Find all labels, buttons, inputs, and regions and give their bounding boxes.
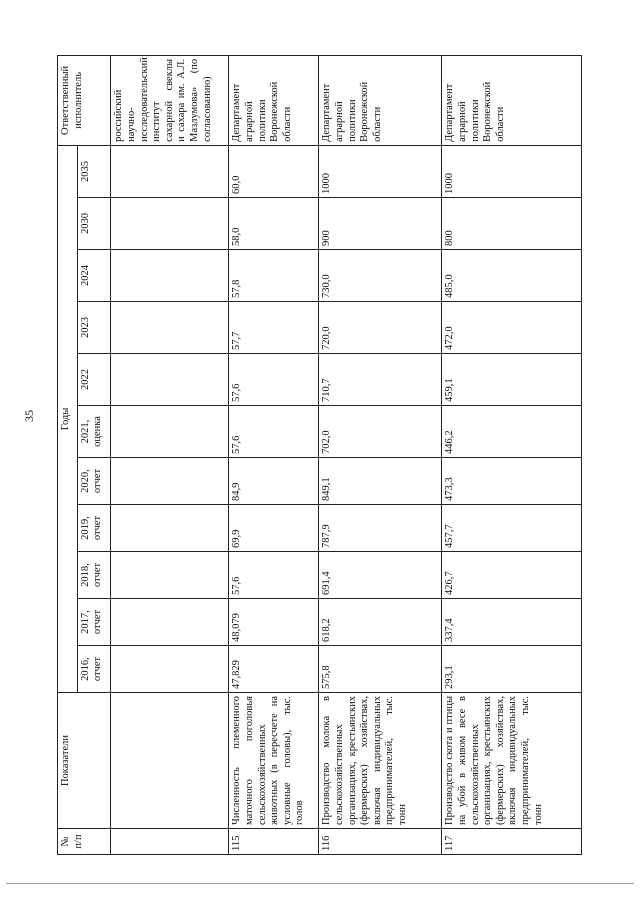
value-cell: 337,4: [442, 599, 582, 646]
indicators-table: [57, 55, 582, 855]
value-cell: 293,1: [442, 646, 582, 693]
value-cell: 459,1: [442, 354, 582, 406]
responsible-executor: Департамент аграрной политики Воронежской области: [442, 55, 582, 145]
rotated-table-container: [57, 55, 582, 855]
value-cell: 691,4: [319, 552, 442, 599]
value-cell: 720,0: [319, 302, 442, 354]
value-cell: 84,9: [229, 458, 319, 505]
responsible-executor: российский научно-исследовательский институт сахарной свеклы и сахара им. А.Л. Мазлумова» (по согласованию): [111, 55, 229, 145]
year-header: 2022: [77, 354, 111, 406]
table-row: [319, 55, 442, 854]
value-cell: 575,8: [319, 646, 442, 693]
page-bottom-divider: [6, 883, 634, 884]
value-cell: 47,829: [229, 646, 319, 693]
year-header: 2024: [77, 250, 111, 302]
value-cell: 57,7: [229, 302, 319, 354]
value-cell: 702,0: [319, 406, 442, 458]
value-cell: 485,0: [442, 250, 582, 302]
row-number: 117: [442, 829, 582, 855]
table-row-continuation: [111, 55, 229, 854]
value-cell: 446,2: [442, 406, 582, 458]
year-header: 2030: [77, 198, 111, 250]
value-cell: 57,6: [229, 354, 319, 406]
value-cell: 1000: [319, 145, 442, 197]
indicator-name: Производство молока в сельскохозяйственных организациях, крестьянских (фермерских) хозяйствах, включая индивидуальных предпринимателей, тыс. тонн: [319, 693, 442, 829]
value-cell: 57,6: [229, 552, 319, 599]
page-number: 35: [22, 410, 36, 422]
value-cell: 58,0: [229, 198, 319, 250]
value-cell: 426,7: [442, 552, 582, 599]
value-cell: 472,0: [442, 302, 582, 354]
year-header: 2021, оценка: [77, 406, 111, 458]
value-cell: 60,0: [229, 145, 319, 197]
year-header: 2023: [77, 302, 111, 354]
row-number: 116: [319, 829, 442, 855]
value-cell: 800: [442, 198, 582, 250]
year-header: 2018, отчет: [77, 552, 111, 599]
value-cell: 618,2: [319, 599, 442, 646]
value-cell: 710,7: [319, 354, 442, 406]
responsible-executor: Департамент аграрной политики Воронежской области: [229, 55, 319, 145]
num-col-header: № п/п: [58, 829, 111, 855]
value-cell: 69,9: [229, 505, 319, 552]
indicator-name: Численность племенного маточного поголовья сельскохозяйственных животных (в пересчете на условные головы), тыс. голов: [229, 693, 319, 829]
value-cell: 473,3: [442, 458, 582, 505]
table-row: [442, 55, 582, 854]
indicator-col-header: Показатели: [58, 693, 111, 829]
year-header: 2017, отчет: [77, 599, 111, 646]
value-cell: 1000: [442, 145, 582, 197]
value-cell: 849,1: [319, 458, 442, 505]
value-cell: 787,9: [319, 505, 442, 552]
indicator-name: Производство скота и птицы на убой в живом весе в сельскохозяйственных организациях, крестьянских (фермерских) хозяйствах, включая индивидуальных предпринимателей, тыс. тонн: [442, 693, 582, 829]
row-number: 115: [229, 829, 319, 855]
value-cell: 457,7: [442, 505, 582, 552]
value-cell: 900: [319, 198, 442, 250]
responsible-executor: Департамент аграрной политики Воронежской области: [319, 55, 442, 145]
value-cell: 730,0: [319, 250, 442, 302]
value-cell: 57,6: [229, 406, 319, 458]
table-row: [229, 55, 319, 854]
year-header: 2020, отчет: [77, 458, 111, 505]
year-header: 2019, отчет: [77, 505, 111, 552]
value-cell: 57,8: [229, 250, 319, 302]
value-cell: 48,079: [229, 599, 319, 646]
years-group-header: Годы: [58, 145, 78, 692]
year-header: 2016, отчет: [77, 646, 111, 693]
resp-col-header: Ответственный исполнитель: [58, 55, 111, 145]
year-header: 2035: [77, 145, 111, 197]
